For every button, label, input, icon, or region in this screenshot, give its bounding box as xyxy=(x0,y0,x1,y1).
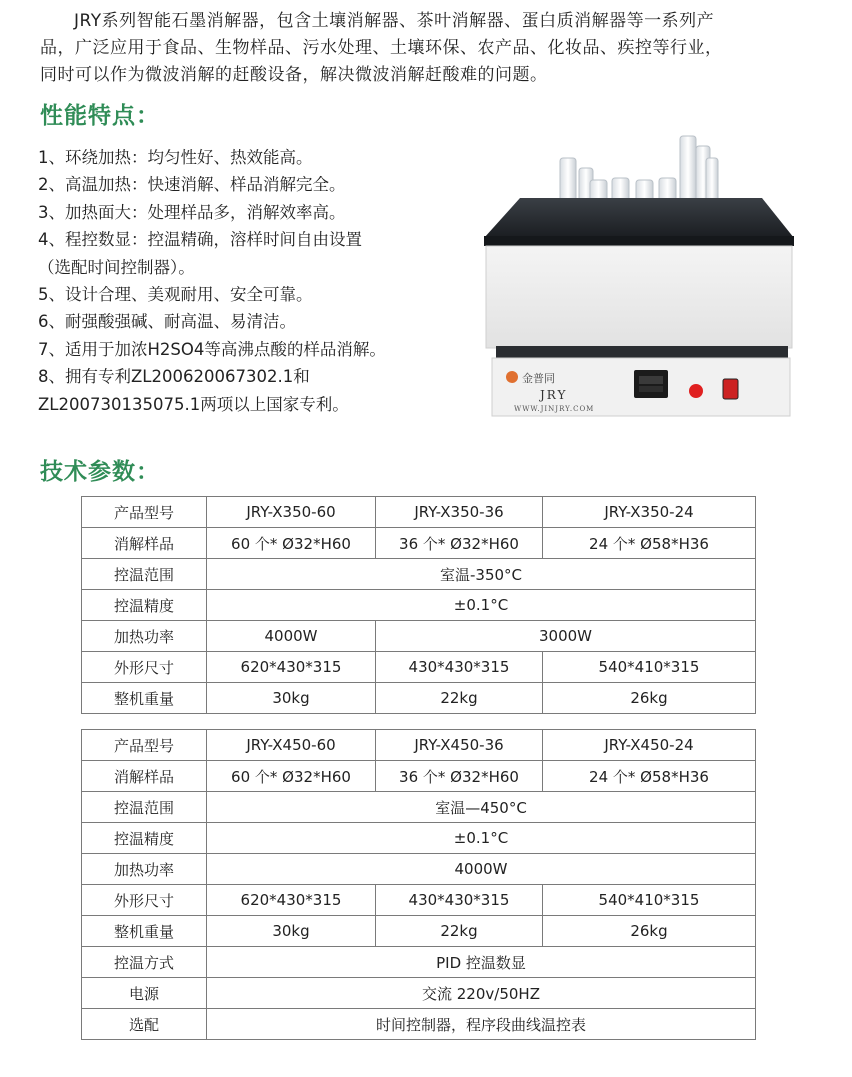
brand-logo-icon xyxy=(506,371,518,383)
row-label: 控温精度 xyxy=(82,590,207,621)
row-label: 整机重量 xyxy=(82,916,207,947)
spec-table-x350 xyxy=(81,496,756,714)
table-row xyxy=(82,621,756,652)
table-row xyxy=(82,559,756,590)
table-row xyxy=(82,1009,756,1040)
row-label: 加热功率 xyxy=(82,621,207,652)
row-label: 消解样品 xyxy=(82,528,207,559)
intro-line-1: JRY系列智能石墨消解器，包含土壤消解器、茶叶消解器、蛋白质消解器等一系列产 xyxy=(74,11,715,31)
table-cell: JRY-X450-24 xyxy=(543,730,756,761)
table-cell: 60 个* Ø32*H60 xyxy=(207,761,376,792)
table-cell: JRY-X350-60 xyxy=(207,497,376,528)
table-cell: 24 个* Ø58*H36 xyxy=(543,528,756,559)
table-row xyxy=(82,528,756,559)
table-cell: JRY-X450-36 xyxy=(376,730,543,761)
brand-name: JRY xyxy=(540,388,568,402)
table-cell: 4000W xyxy=(207,854,756,885)
table-cell: 22kg xyxy=(376,916,543,947)
table-cell: 交流 220v/50HZ xyxy=(207,978,756,1009)
table-row xyxy=(82,761,756,792)
feature-item: 6、耐强酸强碱、耐高温、易清洁。 xyxy=(38,312,296,332)
table-row xyxy=(82,652,756,683)
table-row xyxy=(82,885,756,916)
row-label: 选配 xyxy=(82,1009,207,1040)
row-label: 加热功率 xyxy=(82,854,207,885)
feature-item: 7、适用于加浓H2SO4等高沸点酸的样品消解。 xyxy=(38,339,386,359)
row-label: 控温范围 xyxy=(82,559,207,590)
table-cell: PID 控温数显 xyxy=(207,947,756,978)
table-cell: 36 个* Ø32*H60 xyxy=(376,528,543,559)
features-list xyxy=(38,144,458,418)
table-cell: 24 个* Ø58*H36 xyxy=(543,761,756,792)
table-cell: ±0.1°C xyxy=(207,590,756,621)
feature-item: 8、拥有专利ZL200620067302.1和 xyxy=(38,367,310,387)
table-cell: 时间控制器，程序段曲线温控表 xyxy=(207,1009,756,1040)
table-cell: 60 个* Ø32*H60 xyxy=(207,528,376,559)
feature-item: （选配时间控制器）。 xyxy=(38,257,195,277)
table-cell: 30kg xyxy=(207,916,376,947)
brand-website: WWW.JINJRY.COM xyxy=(514,405,595,413)
feature-item: 4、程控数显：控温精确，溶样时间自由设置 xyxy=(38,230,362,250)
intro-paragraph xyxy=(40,8,830,89)
spec-table-x450 xyxy=(81,729,756,1040)
feature-item: 5、设计合理、美观耐用、安全可靠。 xyxy=(38,285,313,305)
intro-line-3: 同时可以作为微波消解的赶酸设备，解决微波消解赶酸难的问题。 xyxy=(40,65,548,85)
row-label: 外形尺寸 xyxy=(82,885,207,916)
row-label: 整机重量 xyxy=(82,683,207,714)
row-label: 外形尺寸 xyxy=(82,652,207,683)
table-cell: 30kg xyxy=(207,683,376,714)
heating-block-top xyxy=(484,198,794,238)
power-button-icon xyxy=(689,384,703,398)
switch-icon xyxy=(723,379,738,399)
feature-item: 3、加热面大：处理样品多，消解效率高。 xyxy=(38,202,346,222)
table-cell: 540*410*315 xyxy=(543,652,756,683)
table-cell: 620*430*315 xyxy=(207,652,376,683)
product-image xyxy=(482,128,800,418)
table-cell: 26kg xyxy=(543,683,756,714)
table-row xyxy=(82,947,756,978)
table-cell: 室温—450°C xyxy=(207,792,756,823)
table-cell: 430*430*315 xyxy=(376,885,543,916)
table-row xyxy=(82,978,756,1009)
table-cell: 620*430*315 xyxy=(207,885,376,916)
table-cell: 540*410*315 xyxy=(543,885,756,916)
table-cell: 22kg xyxy=(376,683,543,714)
table-row xyxy=(82,683,756,714)
row-label: 产品型号 xyxy=(82,730,207,761)
table-cell: JRY-X450-60 xyxy=(207,730,376,761)
device-body xyxy=(486,246,792,348)
feature-item: 1、环绕加热：均匀性好、热效能高。 xyxy=(38,148,313,167)
table-row xyxy=(82,823,756,854)
table-cell: 3000W xyxy=(376,621,756,652)
table-row xyxy=(82,590,756,621)
table-row xyxy=(82,916,756,947)
brand-logo-text: 金普同 xyxy=(522,372,555,385)
table-cell: 26kg xyxy=(543,916,756,947)
row-label: 控温精度 xyxy=(82,823,207,854)
table-cell: JRY-X350-24 xyxy=(543,497,756,528)
row-label: 电源 xyxy=(82,978,207,1009)
feature-item: ZL200730135075.1两项以上国家专利。 xyxy=(38,394,349,414)
table-cell: 430*430*315 xyxy=(376,652,543,683)
table-row xyxy=(82,730,756,761)
table-row xyxy=(82,792,756,823)
row-label: 产品型号 xyxy=(82,497,207,528)
features-heading: 性能特点： xyxy=(40,103,160,129)
table-cell: 36 个* Ø32*H60 xyxy=(376,761,543,792)
table-cell: JRY-X350-36 xyxy=(376,497,543,528)
table-cell: 室温-350°C xyxy=(207,559,756,590)
table-row xyxy=(82,497,756,528)
intro-line-2: 品，广泛应用于食品、生物样品、污水处理、土壤环保、农产品、化妆品、疾控等行业， xyxy=(40,38,723,58)
params-heading: 技术参数： xyxy=(40,459,160,485)
table-cell: ±0.1°C xyxy=(207,823,756,854)
table-cell: 4000W xyxy=(207,621,376,652)
table-row xyxy=(82,854,756,885)
feature-item: 2、高温加热：快速消解、样品消解完全。 xyxy=(38,175,346,195)
row-label: 控温方式 xyxy=(82,947,207,978)
row-label: 消解样品 xyxy=(82,761,207,792)
row-label: 控温范围 xyxy=(82,792,207,823)
